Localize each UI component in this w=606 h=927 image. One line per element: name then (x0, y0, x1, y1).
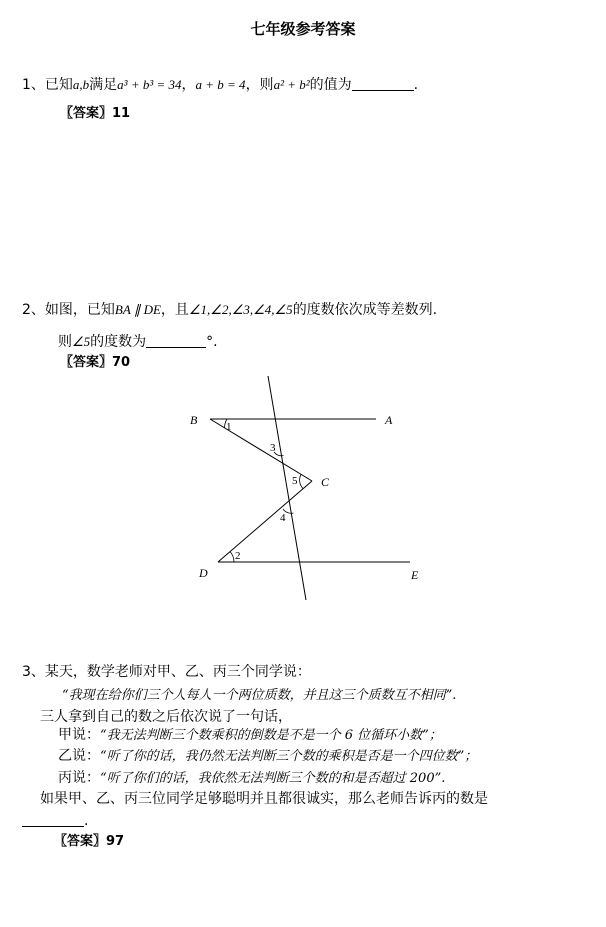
transversal (268, 376, 306, 600)
q2-text-1: ，且 (160, 302, 189, 318)
q3-answer: 〖答案〗97 (54, 834, 125, 849)
label-c: C (321, 475, 330, 489)
q3-line-3: 三人拿到自己的数之后依次说了一句话， (40, 709, 292, 725)
q1-text-3: 的值为 (309, 77, 352, 93)
q2-text-2: 的度数依次成等差数列. (292, 302, 438, 318)
angle-2-arc (230, 552, 234, 563)
q3-line-5 (58, 748, 477, 765)
q3-answer-blank (22, 812, 84, 827)
q1-text-1: 满足 (89, 77, 118, 93)
label-angle-3: 3 (270, 442, 276, 454)
q1-answer: 〖答案〗11 (60, 106, 131, 121)
q3-yi-speaker: 乙说： (58, 748, 100, 764)
q2-angles: ∠1,∠2,∠3,∠4,∠5 (188, 302, 293, 317)
label-angle-1: 1 (226, 421, 232, 433)
page-title: 七年级参考答案 (250, 20, 356, 38)
q1-expression: a² + b² (273, 77, 310, 92)
q3-jia-quote: “我无法判断三个数乘积的倒数是不是一个 6 位循环小数”； (100, 728, 442, 743)
q1-condition-2: a + b = 4 (195, 77, 246, 92)
q3-end: . (84, 813, 89, 829)
q2-line2-end: °. (206, 334, 218, 350)
label-a: A (385, 413, 393, 427)
q1-vars: a,b (72, 77, 90, 92)
q2-line2-mid: 的度数为 (90, 334, 147, 350)
label-d: D (199, 566, 208, 580)
q1-comma: ， (181, 77, 196, 93)
label-angle-5: 5 (292, 475, 298, 487)
q3-bing-speaker: 丙说： (58, 770, 100, 786)
q1-prefix: 1、已知 (22, 77, 73, 93)
angle-5-arc (300, 475, 303, 489)
q3-bing-quote: “听了你们的话，我依然无法判断三个数的和是否超过 200”. (100, 771, 446, 786)
q2-line2-prefix: 则 (58, 334, 72, 350)
q1-text-2: ，则 (245, 77, 274, 93)
q3-yi-quote: “听了你的话，我仍然无法判断三个数的乘积是否是一个四位数”； (100, 749, 478, 764)
q1-condition-1: a³ + b³ = 34 (117, 77, 182, 92)
q2-prefix: 2、如图，已知 (22, 302, 115, 318)
q2-angle-5: ∠5 (72, 334, 91, 349)
label-angle-2: 2 (235, 550, 241, 562)
q3-line-4 (58, 727, 442, 744)
q2-answer: 〖答案〗70 (60, 355, 131, 370)
q3-line-1: 3、某天，数学老师对甲、乙、丙三个同学说： (22, 664, 311, 680)
q3-line-7: 如果甲、乙、丙三位同学足够聪明并且都很诚实，那么老师告诉丙的数是 (40, 791, 488, 807)
label-e: E (411, 568, 419, 582)
q3-line-2: “我现在给你们三个人每人一个两位质数，并且这三个质数互不相同”. (62, 688, 457, 703)
label-angle-4: 4 (280, 512, 286, 524)
q1-end: . (413, 77, 419, 93)
q2-condition: BA ∥ DE (114, 302, 161, 317)
q3-line-8 (22, 812, 88, 830)
q3-line-6 (58, 770, 445, 787)
label-b: B (190, 413, 198, 427)
q3-jia-speaker: 甲说： (58, 727, 100, 743)
